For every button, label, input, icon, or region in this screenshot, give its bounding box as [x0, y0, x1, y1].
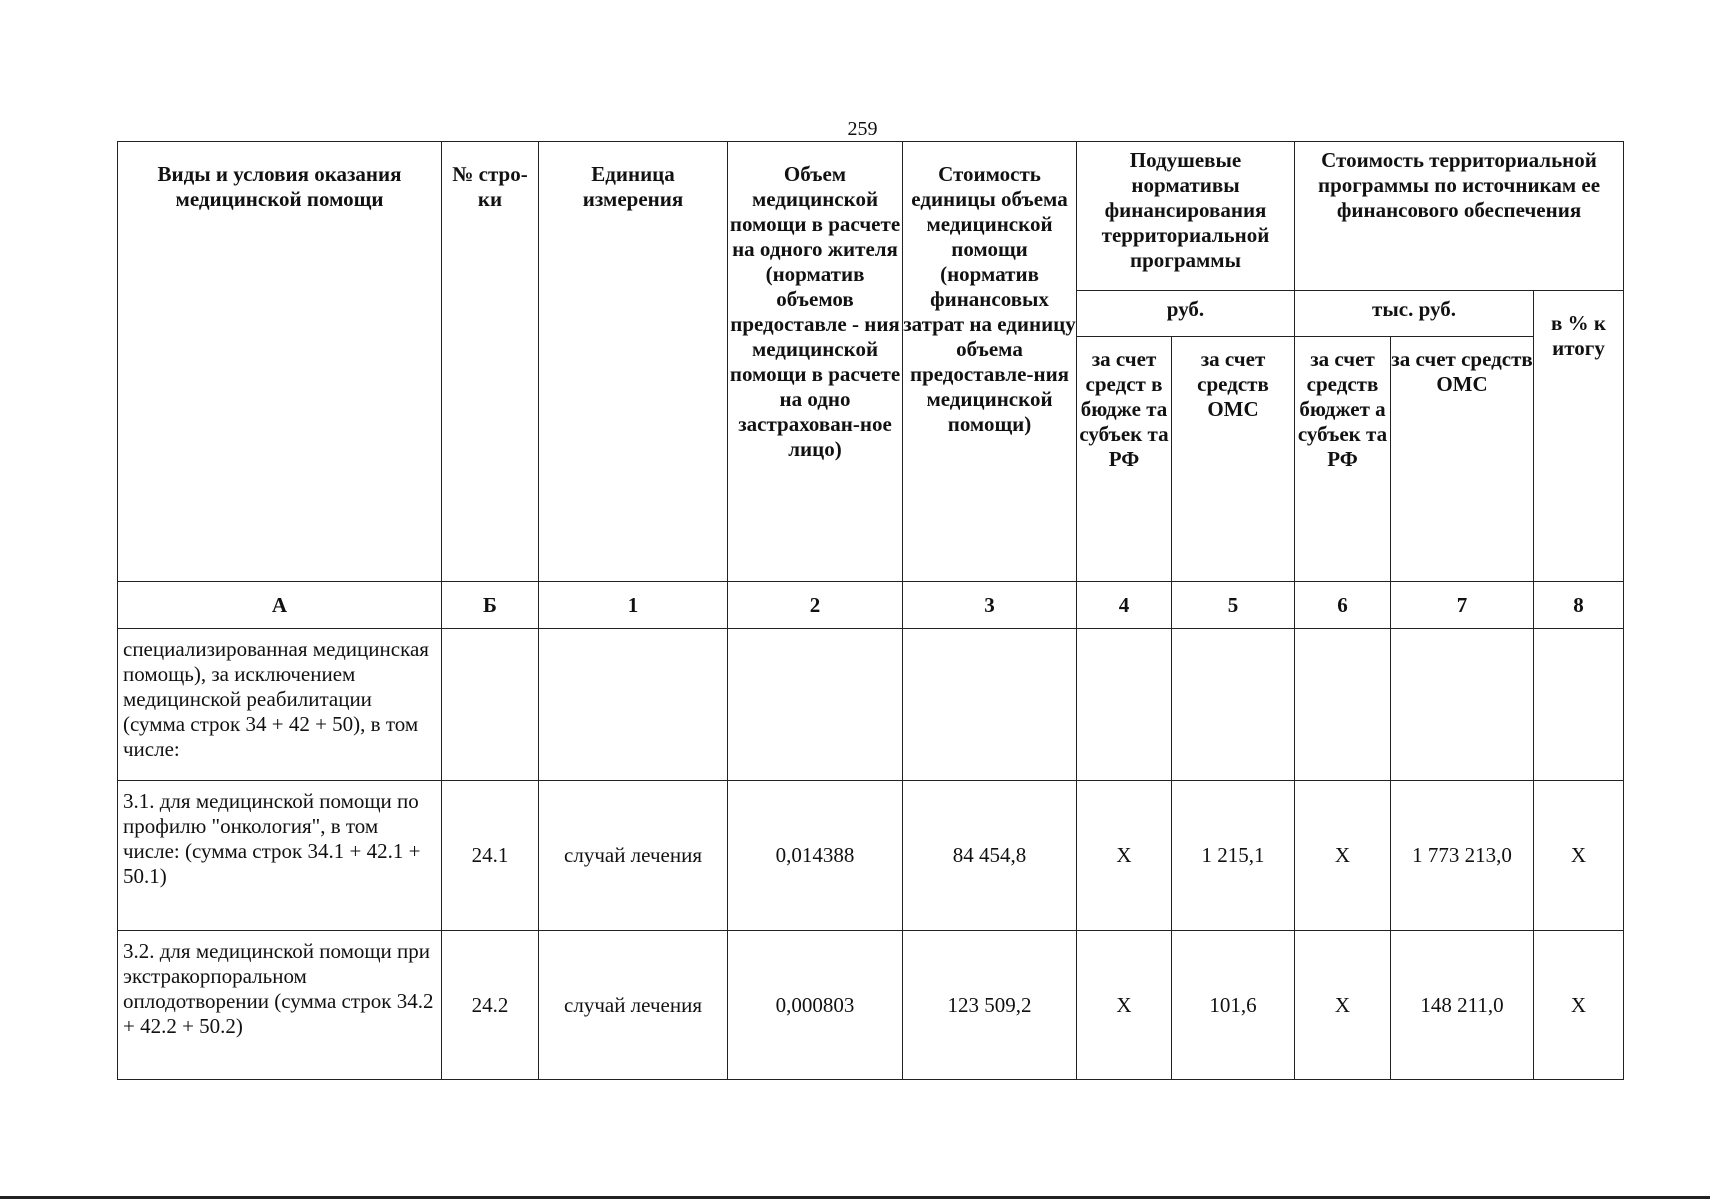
row-per-capita-budget: Х — [1077, 781, 1172, 931]
header-kind-of-care: Виды и условия оказания медицинской помощи — [118, 142, 442, 582]
row-per-capita-oms: 1 215,1 — [1172, 781, 1295, 931]
row-cost-oms: 1 773 213,0 — [1391, 781, 1534, 931]
row-per-capita-oms: 101,6 — [1172, 931, 1295, 1080]
row-per-capita-budget: Х — [1077, 931, 1172, 1080]
page-number: 259 — [847, 118, 878, 140]
row-volume — [728, 629, 903, 781]
header-unit-thousand-rub: тыс. руб. — [1295, 291, 1534, 337]
row-percent: Х — [1534, 931, 1624, 1080]
column-index: 6 — [1295, 582, 1391, 629]
row-per-capita-oms — [1172, 629, 1295, 781]
row-line-number — [442, 629, 539, 781]
row-name: 3.1. для медицинской помощи по профилю "онкология", в том числе: (сумма строк 34.1 + 42.1 + 50.1) — [118, 781, 442, 931]
header-unit: Единица измерения — [539, 142, 728, 582]
header-line-number: № стро-ки — [442, 142, 539, 582]
row-cost-budget — [1295, 629, 1391, 781]
header-unit-cost: Стоимость единицы объема медицинской помощи (норматив финансовых затрат на единицу объема предоставле-ния медицинской помощи) — [903, 142, 1077, 582]
row-unit — [539, 629, 728, 781]
row-line-number: 24.1 — [442, 781, 539, 931]
row-unit-cost: 123 509,2 — [903, 931, 1077, 1080]
column-index: 1 — [539, 582, 728, 629]
row-cost-budget: Х — [1295, 931, 1391, 1080]
header-per-capita-budget: за счет средст в бюдже та субъек та РФ — [1077, 337, 1172, 582]
row-unit-cost: 84 454,8 — [903, 781, 1077, 931]
column-index: 5 — [1172, 582, 1295, 629]
row-unit: случай лечения — [539, 781, 728, 931]
row-line-number: 24.2 — [442, 931, 539, 1080]
row-percent: Х — [1534, 781, 1624, 931]
header-cost-oms: за счет средств ОМС — [1391, 337, 1534, 582]
row-per-capita-budget — [1077, 629, 1172, 781]
header-cost-budget: за счет средств бюджет а субъек та РФ — [1295, 337, 1391, 582]
row-percent — [1534, 629, 1624, 781]
table-row — [118, 781, 1624, 931]
row-unit-cost — [903, 629, 1077, 781]
row-volume: 0,000803 — [728, 931, 903, 1080]
column-index: 4 — [1077, 582, 1172, 629]
column-index: 3 — [903, 582, 1077, 629]
row-cost-oms — [1391, 629, 1534, 781]
column-index: 2 — [728, 582, 903, 629]
column-index: 8 — [1534, 582, 1624, 629]
financing-table — [117, 141, 1624, 1080]
row-cost-oms: 148 211,0 — [1391, 931, 1534, 1080]
column-index: А — [118, 582, 442, 629]
column-index: Б — [442, 582, 539, 629]
header-volume: Объем медицинской помощи в расчете на одного жителя (норматив объемов предоставле - ния медицинской помощи в расчете на одно застрахован-ное лицо) — [728, 142, 903, 582]
column-index-row — [118, 582, 1624, 629]
header-unit-rub: руб. — [1077, 291, 1295, 337]
table-row — [118, 931, 1624, 1080]
row-cost-budget: Х — [1295, 781, 1391, 931]
row-volume: 0,014388 — [728, 781, 903, 931]
header-per-capita-norms: Подушевые нормативы финансирования территориальной программы — [1077, 142, 1295, 291]
table-row — [118, 629, 1624, 781]
scan-bottom-edge — [0, 1196, 1710, 1199]
row-unit: случай лечения — [539, 931, 728, 1080]
row-name: специализированная медицинская помощь), за исключением медицинской реабилитации (сумма строк 34 + 42 + 50), в том числе: — [118, 629, 442, 781]
column-index: 7 — [1391, 582, 1534, 629]
header-per-capita-oms: за счет средств ОМС — [1172, 337, 1295, 582]
row-name: 3.2. для медицинской помощи при экстракорпоральном оплодотворении (сумма строк 34.2 + 42.2 + 50.2) — [118, 931, 442, 1080]
header-program-cost: Стоимость территориальной программы по источникам ее финансового обеспечения — [1295, 142, 1624, 291]
header-percent-of-total: в % к итогу — [1534, 291, 1624, 582]
